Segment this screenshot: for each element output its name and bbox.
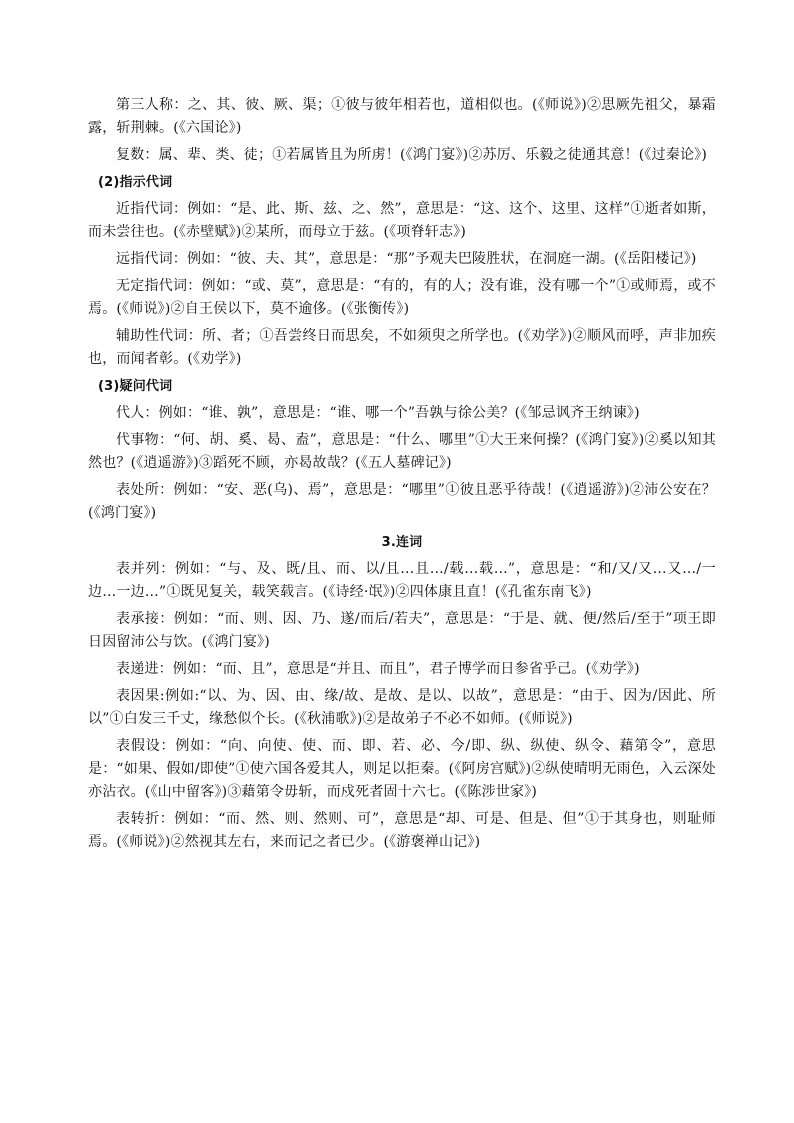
paragraph-refer-person: 代人：例如：“谁、孰”，意思是：“谁、哪一个”吾孰与徐公美？(《邹忌讽齐王纳谏》) <box>116 405 640 421</box>
paragraph-cause-effect: 表因果:例如:“以、为、因、由、缘/故、是故、是以、以故”，意思是：“由于、因为/因此、所以”①白发三千丈，缘愁似个长。(《秋浦歌》)②是故弟子不必不如师。(《师说》) <box>88 688 716 727</box>
paragraph-plural: 复数：属、辈、类、徒；①若属皆且为所虏！(《鸿门宴》)②苏厉、乐毅之徒通其意！(《过秦论》) <box>116 147 708 163</box>
section-title-conjunctions: 3.连词 <box>381 535 423 550</box>
paragraph-near-demonstrative: 近指代词：例如：“是、此、斯、兹、之、然”，意思是：“这、这个、这里、这样”①逝者如斯，而未尝往也。(《赤壁赋》)②某所，而母立于兹。(《项脊轩志》) <box>88 201 716 240</box>
paragraph-third-person: 第三人称：之、其、彼、厥、渠；①彼与彼年相若也，道相似也。(《师说》)②思厥先祖父，暴霜露，斩荆棘。(《六国论》) <box>88 97 716 136</box>
heading-demonstrative-pronouns: (2)指示代词 <box>98 175 173 190</box>
paragraph-far-demonstrative: 远指代词：例如：“彼、夫、其”，意思是：“那”予观夫巴陵胜状，在洞庭一湖。(《岳阳楼记》) <box>116 251 697 267</box>
document-page <box>88 94 716 858</box>
paragraph-contrast: 表转折：例如：“而、然、则、然则、可”，意思是“却、可是、但是、但”①于其身也，则耻师焉。(《师说》)②然视其左右，来而记之者已少。(《游褒禅山记》) <box>88 811 716 850</box>
paragraph-hypothesis: 表假设：例如：“向、向使、使、而、即、若、必、今/即、纵、纵使、纵令、藉第令”，意思是：“如果、假如/即使”①使六国各爱其人，则足以拒秦。(《阿房宫赋》)②纵使晴明无雨色，入云深处亦沾衣。(《山中留客》)③藉第令毋斩，而戍死者固十六七。(《陈涉世家》) <box>88 738 716 800</box>
paragraph-auxiliary-pronoun: 辅助性代词：所、者；①吾尝终日而思矣，不如须臾之所学也。(《劝学》)②顺风而呼，声非加疾也，而闻者彰。(《劝学》) <box>88 328 716 367</box>
paragraph-progression: 表递进：例如：“而、且”，意思是“并且、而且”，君子博学而日参省乎己。(《劝学》) <box>116 661 640 677</box>
paragraph-refer-place: 表处所：例如：“安、恶(乌)、焉”，意思是：“哪里”①彼且恶乎待哉！(《逍遥游》)②沛公安在？(《鸿门宴》) <box>88 482 716 521</box>
paragraph-succession: 表承接：例如：“而、则、因、乃、遂/而后/若夫”，意思是：“于是、就、便/然后/至于”项王即日因留沛公与饮。(《鸿门宴》) <box>88 611 716 650</box>
heading-interrogative-pronouns: (3)疑问代词 <box>98 379 173 394</box>
paragraph-coordination: 表并列：例如：“与、及、既/且、而、以/且…且…/载…载…”，意思是：“和/又/又…又…/一边…一边…”①既见复关，载笑载言。(《诗经·氓》)②四体康且直！(《孔雀东南飞》) <box>88 561 716 600</box>
paragraph-refer-thing: 代事物：“何、胡、奚、曷、盍”，意思是：“什么、哪里”①大王来何操？(《鸿门宴》)②奚以知其然也？(《逍遥游》)③蹈死不顾，亦曷故哉？(《五人墓碑记》) <box>88 432 716 471</box>
paragraph-indefinite-pronoun: 无定指代词：例如：“或、莫”，意思是：“有的，有的人；没有谁，没有哪一个”①或师焉，或不焉。(《师说》)②自王侯以下，莫不逾侈。(《张衡传》) <box>88 278 716 317</box>
